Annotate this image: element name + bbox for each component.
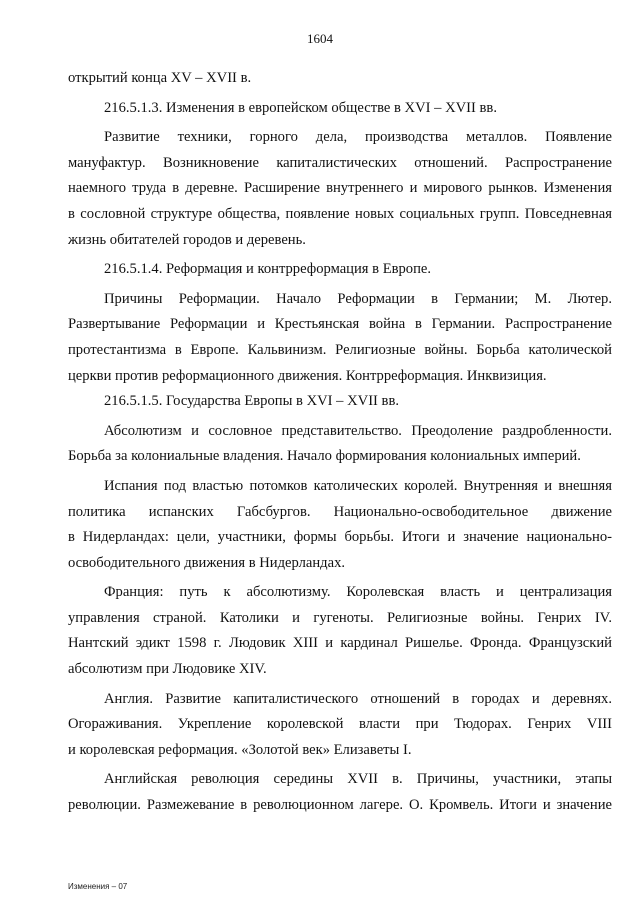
text-line: в сословной структуре общества, появление новых социальных групп. Повседневная: [68, 205, 612, 222]
text-line: протестантизма в Европе. Кальвинизм. Религиозные войны. Борьба католической: [68, 341, 612, 358]
footer-revision-note: Изменения – 07: [68, 882, 128, 891]
paragraph-society-changes: [68, 125, 612, 253]
section-heading-216-5-1-4: [68, 257, 612, 283]
text-line: политика испанских Габсбургов. Национально-освободительное движение: [68, 503, 612, 520]
text-line: Развертывание Реформации и Крестьянская война в Германии. Распространение: [68, 316, 612, 333]
text-line: Франция: путь к абсолютизму. Королевская власть и централизация: [104, 584, 612, 601]
paragraph-england: [68, 687, 612, 764]
section-heading-216-5-1-5: [68, 389, 612, 415]
text-line: церкви против реформационного движения. Контрреформация. Инквизиция.: [68, 367, 547, 384]
text-line: и королевская реформация. «Золотой век» Елизаветы I.: [68, 741, 412, 758]
page-number: 1604: [307, 31, 333, 46]
text-line: 216.5.1.3. Изменения в европейском обществе в XVI – XVII вв.: [104, 99, 497, 116]
text-line: Нантский эдикт 1598 г. Людовик XIII и кардинал Ришелье. Фронда. Французский: [68, 635, 612, 652]
text-line: Борьба за колониальные владения. Начало формирования колониальных империй.: [68, 448, 581, 465]
paragraph-reformation: [68, 287, 612, 389]
text-line: в Нидерландах: цели, участники, формы борьбы. Итоги и значение национально-: [68, 529, 612, 546]
paragraph-absolutism: [68, 419, 612, 470]
text-line: Испания под властью потомков католических королей. Внутренняя и внешняя: [104, 477, 612, 494]
text-line: Английская революция середины XVII в. Причины, участники, этапы: [104, 771, 612, 788]
paragraph-english-revolution: [68, 767, 612, 818]
text-line: абсолютизм при Людовике XIV.: [68, 661, 267, 678]
text-line: наемного труда в деревне. Расширение внутреннего и мирового рынков. Изменения: [68, 180, 612, 197]
paragraph-continuation: [68, 66, 612, 92]
text-line: освободительного движения в Нидерландах.: [68, 554, 346, 571]
text-line: революции. Размежевание в революционном лагере. О. Кромвель. Итоги и значение: [68, 797, 612, 814]
text-line: 216.5.1.5. Государства Европы в XVI – XVII вв.: [104, 393, 399, 410]
text-line: Огораживания. Укрепление королевской власти при Тюдорах. Генрих VIII: [68, 716, 612, 733]
paragraph-france: [68, 580, 612, 682]
text-line: управления страной. Католики и гугеноты. Религиозные войны. Генрих IV.: [68, 609, 612, 626]
text-line: жизнь обитателей городов и деревень.: [68, 231, 306, 248]
paragraph-spain: [68, 474, 612, 576]
text-line: Англия. Развитие капиталистического отношений в городах и деревнях.: [104, 690, 612, 707]
text-line: открытий конца XV – XVII в.: [68, 70, 252, 86]
text-line: мануфактур. Возникновение капиталистических отношений. Распространение: [68, 154, 612, 171]
text-line: Развитие техники, горного дела, производства металлов. Появление: [104, 129, 612, 146]
page-body: [68, 66, 612, 819]
text-line: Абсолютизм и сословное представительство. Преодоление раздробленности.: [104, 422, 612, 439]
section-heading-216-5-1-3: [68, 96, 612, 122]
text-line: 216.5.1.4. Реформация и контрреформация в Европе.: [104, 261, 432, 278]
text-line: Причины Реформации. Начало Реформации в Германии; М. Лютер.: [104, 290, 612, 307]
